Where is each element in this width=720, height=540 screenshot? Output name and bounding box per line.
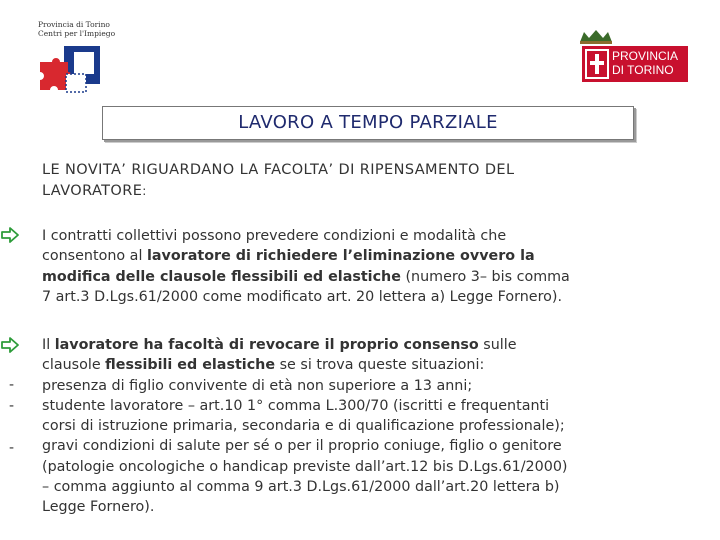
- para2-line: corsi di istruzione primaria, secondaria e di qualificazione professionale);: [42, 418, 565, 435]
- list-dash: -: [9, 440, 15, 456]
- para2-line: clausole flessibili ed elastiche se si trova queste situazioni:: [42, 357, 485, 374]
- brand-line1: PROVINCIA: [612, 49, 679, 63]
- para2-line: presenza di figlio convivente di età non superiore a 13 anni;: [42, 377, 473, 394]
- puzzle-logo-icon: [38, 44, 108, 96]
- para1-line: 7 art.3 D.Lgs.61/2000 come modificato art. 20 lettera a) Legge Fornero).: [42, 288, 563, 305]
- para1-line: modifica delle clausole flessibili ed elastiche (numero 3– bis comma: [42, 268, 570, 285]
- brand-line2: DI TORINO: [612, 63, 674, 77]
- title-box: [102, 106, 634, 140]
- paragraph-revoke: [42, 335, 710, 518]
- paragraph-contracts: [42, 226, 710, 307]
- para2-line: gravi condizioni di salute per sé o per il proprio coniuge, figlio o genitore: [42, 438, 562, 455]
- org-name-line2: Centri per l'Impiego: [38, 29, 116, 38]
- para2-line: Il lavoratore ha facoltà di revocare il proprio consenso sulle: [42, 337, 517, 353]
- list-dash: -: [9, 377, 15, 393]
- para1-line: I contratti collettivi possono prevedere condizioni e modalità che: [42, 228, 507, 244]
- org-name-line1: Provincia di Torino: [38, 20, 110, 29]
- para2-line: – comma aggiunto al comma 9 art.3 D.Lgs.61/2000 dall’art.20 lettera b): [42, 479, 560, 496]
- para2-line: Legge Fornero).: [42, 499, 155, 516]
- para2-line: studente lavoratore – art.10 1° comma L.300/70 (iscritti e frequentanti: [42, 397, 550, 414]
- bullet-arrow-icon: [1, 337, 19, 353]
- provincia-torino-logo: [578, 28, 688, 84]
- para1-line: consentono al lavoratore di richiedere l’eliminazione ovvero la: [42, 248, 535, 265]
- crown-icon: [578, 28, 614, 44]
- bullet-arrow-icon: [1, 227, 19, 243]
- subtitle: [42, 160, 702, 202]
- para2-line: (patologie oncologiche o handicap previste dall’art.12 bis D.Lgs.61/2000): [42, 458, 568, 475]
- subtitle-line2: LAVORATORE:: [42, 183, 147, 199]
- subtitle-line1: LE NOVITA’ RIGUARDANO LA FACOLTA’ DI RIPENSAMENTO DEL: [42, 162, 515, 178]
- list-dash: -: [9, 398, 15, 414]
- centri-impiego-logo: [38, 20, 138, 92]
- page-title: LAVORO A TEMPO PARZIALE: [238, 112, 498, 133]
